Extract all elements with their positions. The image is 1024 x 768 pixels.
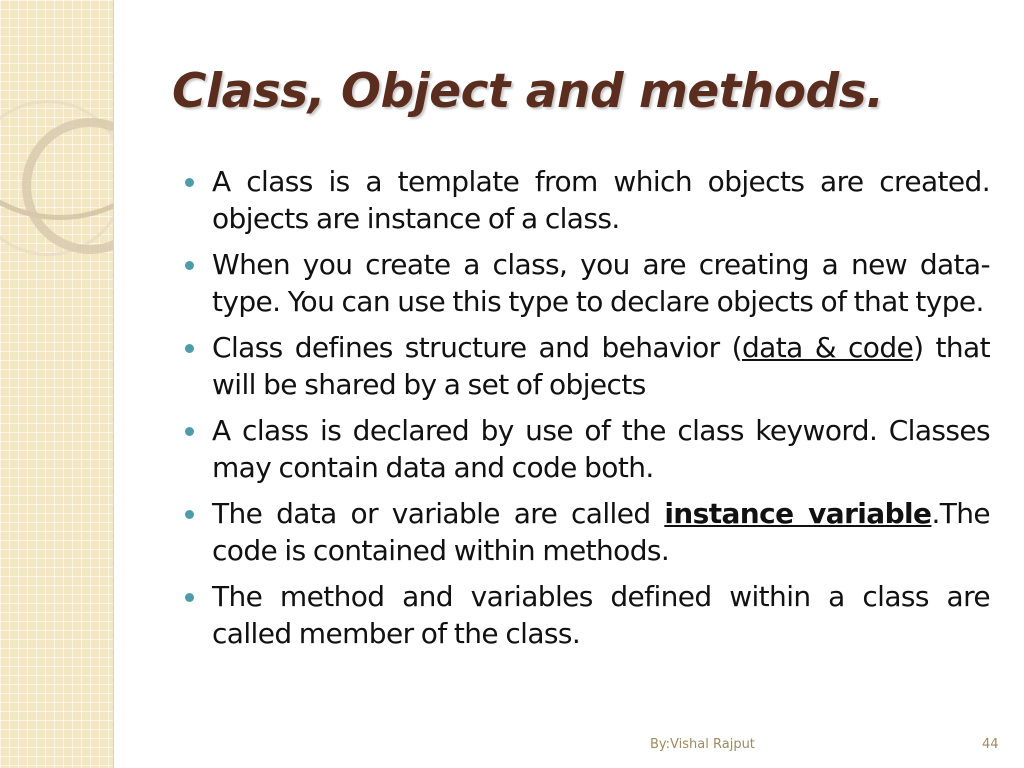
bullet-dot-icon — [185, 510, 194, 519]
bullet-item — [185, 330, 990, 403]
bullet-dot-icon — [185, 344, 194, 353]
slide-title: Class, Object and methods. — [172, 64, 884, 119]
bullet-item — [185, 496, 990, 569]
bullet-item — [185, 413, 990, 486]
bullet-dot-icon — [185, 261, 194, 270]
bullet-dot-icon — [185, 178, 194, 187]
bullet-dot-icon — [185, 427, 194, 436]
bullet-dot-icon — [185, 593, 194, 602]
footer-author: By:Vishal Rajput — [650, 737, 755, 752]
bullet-text: The method and variables defined within a class are called member of the class. — [212, 580, 990, 650]
decorative-sidebar — [0, 0, 114, 768]
bullet-text: A class is declared by use of the class keyword. Classes may contain data and code both. — [212, 414, 990, 484]
bullet-item — [185, 579, 990, 652]
bullet-item — [185, 164, 990, 237]
bullet-item — [185, 247, 990, 320]
bullet-text-after: ) that will be shared by a set of objects — [212, 331, 990, 401]
bullet-text: When you create a class, you are creating a new data-type. You can use this type to declare objects of that type. — [212, 248, 990, 318]
underlined-text: data & code — [741, 331, 914, 364]
emphasized-term: instance variable — [664, 497, 932, 530]
bullet-text-before: Class defines structure and behavior ( — [212, 331, 742, 364]
bullet-text: A class is a template from which objects are created. objects are instance of a class. — [212, 165, 990, 235]
bullet-list — [185, 164, 990, 662]
page-number: 44 — [982, 737, 999, 752]
bullet-text-after: .The code is contained within methods. — [212, 497, 991, 567]
bullet-text-before: The data or variable are called — [212, 497, 665, 530]
